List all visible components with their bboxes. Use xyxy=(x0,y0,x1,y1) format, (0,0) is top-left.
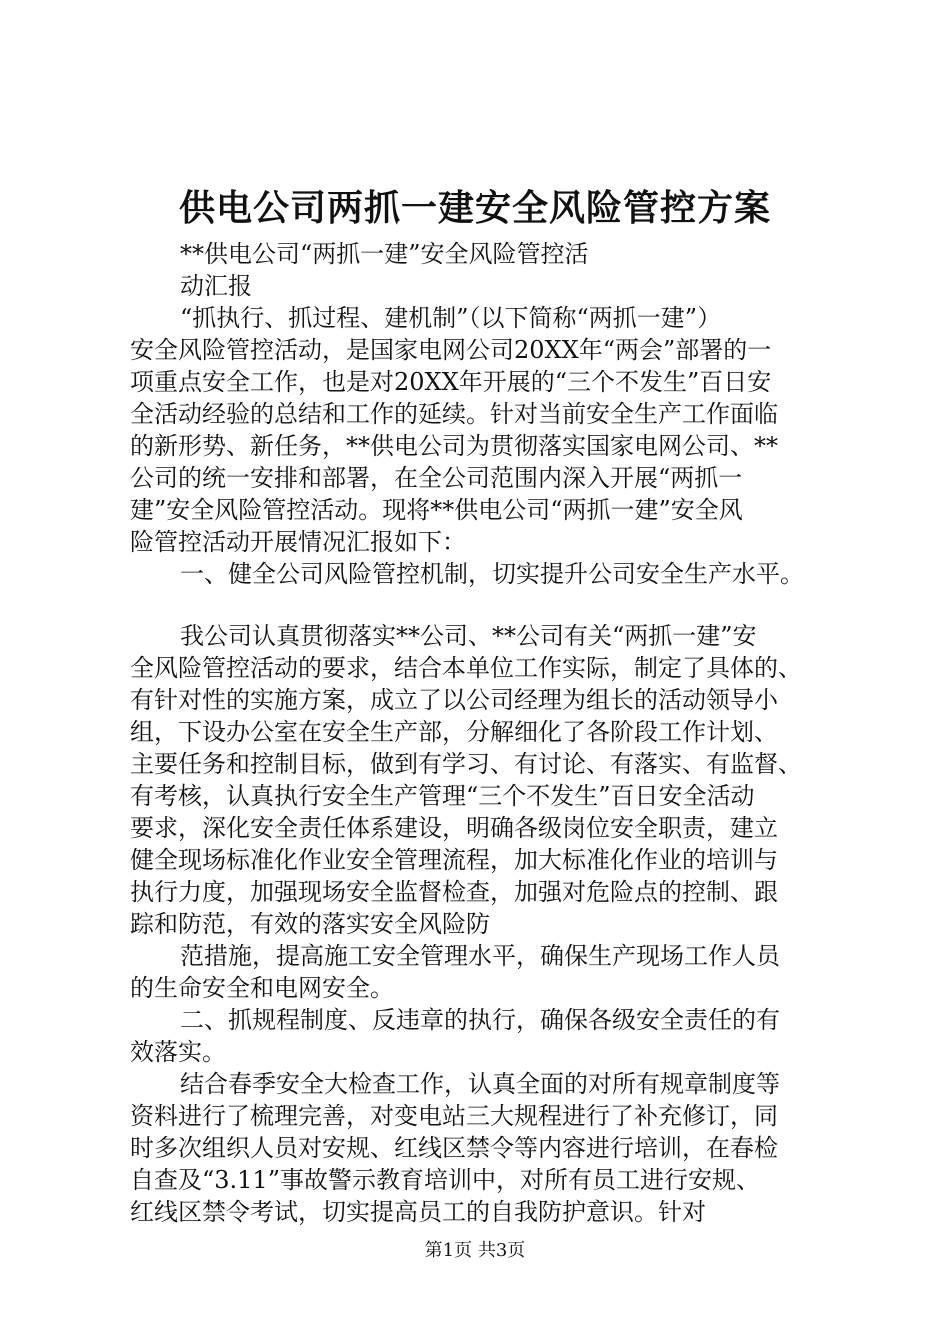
subtitle-line-1: **供电公司“两抓一建”安全风险管控活 xyxy=(180,240,589,268)
paragraph-line: 有针对性的实施方案，成立了以公司经理为组长的活动领导小 xyxy=(130,686,778,714)
section-heading-1: 一、健全公司风险管控机制，切实提升公司安全生产水平。 xyxy=(180,560,804,588)
paragraph-line: 建”安全风险管控活动。现将**供电公司“两抓一建”安全风 xyxy=(130,496,743,524)
paragraph-line: 的生命安全和电网安全。 xyxy=(130,974,394,1002)
paragraph-line: 全风险管控活动的要求，结合本单位工作实际，制定了具体的、 xyxy=(130,654,802,682)
paragraph-line: 我公司认真贯彻落实**公司、**公司有关“两抓一建”安 xyxy=(180,622,757,650)
paragraph-line: 自查及“3.11”事故警示教育培训中，对所有员工进行安规、 xyxy=(130,1166,760,1194)
paragraph-line: 安全风险管控活动，是国家电网公司20XX年“两会”部署的一 xyxy=(130,336,772,364)
paragraph-line: 公司的统一安排和部署，在全公司范围内深入开展“两抓一 xyxy=(130,464,743,492)
page-number: 第1页 共3页 xyxy=(424,1240,526,1261)
paragraph-line: 健全现场标准化作业安全管理流程，加大标准化作业的培训与 xyxy=(130,846,778,874)
paragraph-line: 有考核，认真执行安全生产管理“三个不发生”百日安全活动 xyxy=(130,782,755,810)
paragraph-line: 红线区禁令考试，切实提高员工的自我防护意识。针对 xyxy=(130,1198,706,1226)
paragraph-line: 范措施，提高施工安全管理水平，确保生产现场工作人员 xyxy=(180,942,780,970)
paragraph-line: 执行力度，加强现场安全监督检查，加强对危险点的控制、跟 xyxy=(130,878,778,906)
paragraph-line: 组，下设办公室在安全生产部，分解细化了各阶段工作计划、 xyxy=(130,718,778,746)
paragraph-line: 主要任务和控制目标，做到有学习、有讨论、有落实、有监督、 xyxy=(130,750,802,778)
paragraph-line: 的新形势、新任务，**供电公司为贯彻落实国家电网公司、** xyxy=(130,432,778,460)
paragraph-line: 资料进行了梳理完善，对变电站三大规程进行了补充修订，同 xyxy=(130,1102,778,1130)
paragraph-line: 全活动经验的总结和工作的延续。针对当前安全生产工作面临 xyxy=(130,400,778,428)
subtitle-line-2: 动汇报 xyxy=(180,272,252,300)
paragraph-line: 时多次组织人员对安规、红线区禁令等内容进行培训，在春检 xyxy=(130,1134,778,1162)
paragraph-line: 结合春季安全大检查工作，认真全面的对所有规章制度等 xyxy=(180,1070,780,1098)
section-heading-2-cont: 效落实。 xyxy=(130,1038,226,1066)
document-title: 供电公司两抓一建安全风险管控方案 xyxy=(178,187,771,229)
paragraph-line: “抓执行、抓过程、建机制”（以下简称“两抓一建”） xyxy=(180,304,722,332)
paragraph-line: 要求，深化安全责任体系建设，明确各级岗位安全职责，建立 xyxy=(130,814,778,842)
paragraph-line: 项重点安全工作，也是对20XX年开展的“三个不发生”百日安 xyxy=(130,368,772,396)
paragraph-line: 险管控活动开展情况汇报如下： xyxy=(130,528,466,556)
paragraph-line: 踪和防范，有效的落实安全风险防 xyxy=(130,910,490,938)
section-heading-2: 二、抓规程制度、反违章的执行，确保各级安全责任的有 xyxy=(180,1006,780,1034)
